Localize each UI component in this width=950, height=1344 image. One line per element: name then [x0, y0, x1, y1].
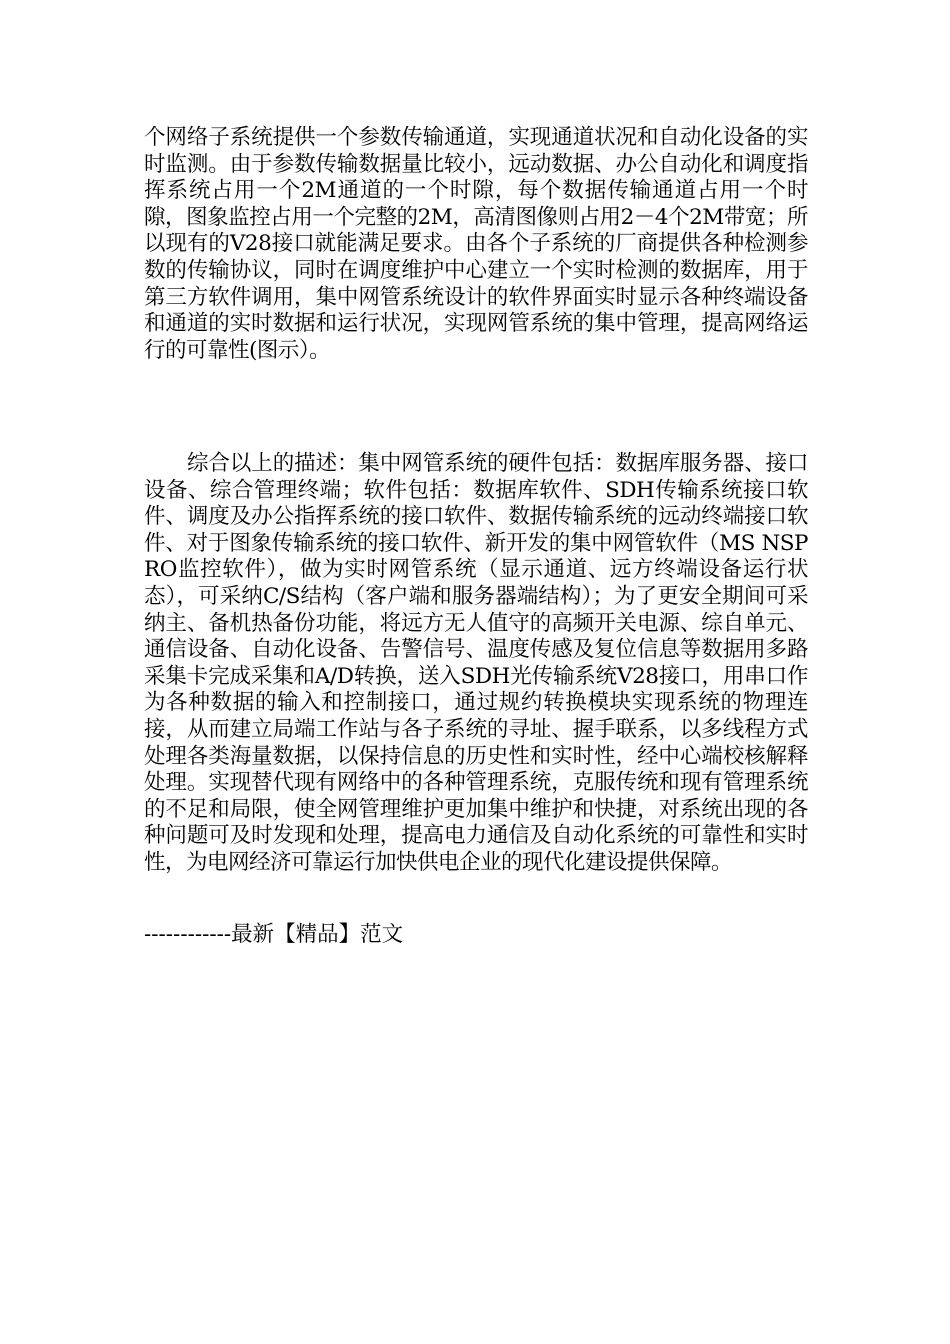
body-paragraph-2: 综合以上的描述：集中网管系统的硬件包括：数据库服务器、接口设备、综合管理终端；软件包括：数据库软件、SDH传输系统接口软件、调度及办公指挥系统的接口软件、数据传输系统的远动终端接口软件、对于图象传输系统的接口软件、新开发的集中网管软件（MS NSPRO监控软件），做为实时网管系统（显示通道、远方终端设备运行状态），可采纳C/S结构（客户端和服务器端结构）；为了更安全期间可采纳主、备机热备份功能，将远方无人值守的高频开关电源、综自单元、通信设备、自动化设备、告警信号、温度传感及复位信息等数据用多路采集卡完成采集和A/D转换，送入SDH光传输系统V28接口，用串口作为各种数据的输入和控制接口，通过规约转换模块实现系统的物理连接，从而建立局端工作站与各子系统的寻址、握手联系，以多线程方式处理各类海量数据，以保持信息的历史性和实时性，经中心端校核解释处理。实现替代现有网络中的各种管理系统，克服传统和现有管理系统的不足和局限，使全网管理维护更加集中维护和快捷，对系统出现的各种问题可及时发现和处理，提高电力通信及自动化系统的可靠性和实时性，为电网经济可靠运行加快供电企业的现代化建设提供保障。 — [144, 451, 808, 875]
footer-tagline: ------------最新【精品】范文 — [144, 922, 404, 947]
body-paragraph-1: 个网络子系统提供一个参数传输通道，实现通道状况和自动化设备的实时监测。由于参数传输数据量比较小，远动数据、办公自动化和调度指挥系统占用一个2M通道的一个时隙，每个数据传输通道占用一个时隙，图象监控占用一个完整的2M，高清图像则占用2－4个2M带宽；所以现有的V28接口就能满足要求。由各个子系统的厂商提供各种检测参数的传输协议，同时在调度维护中心建立一个实时检测的数据库，用于第三方软件调用，集中网管系统设计的软件界面实时显示各种终端设备和通道的实时数据和运行状况，实现网管系统的集中管理，提高网络运行的可靠性(图示）。 — [144, 125, 808, 363]
